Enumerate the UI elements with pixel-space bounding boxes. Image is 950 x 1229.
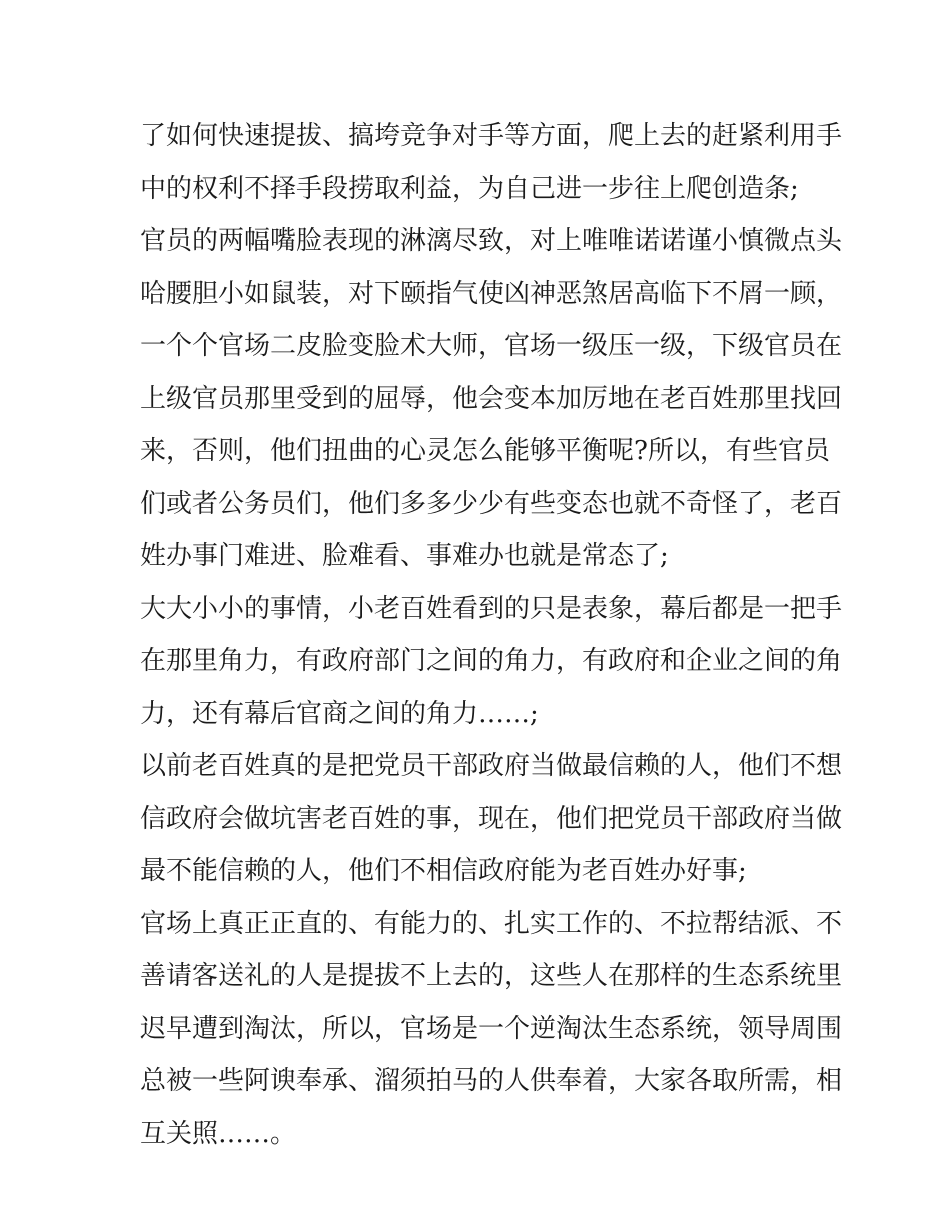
text-line: 迟早遭到淘汰，所以，官场是一个逆淘汰生态系统，领导周围 [140,1013,843,1044]
text-line: 互关照……。 [140,1118,297,1149]
body-text [140,110,843,1160]
text-line: 最不能信赖的人，他们不相信政府能为老百姓办好事; [140,856,747,886]
text-line: 们或者公务员们，他们多多少少有些变态也就不奇怪了，老百 [140,488,843,519]
text-line: 来，否则，他们扭曲的心灵怎么能够平衡呢?所以，有些官员 [140,436,830,466]
text-line: 总被一些阿谀奉承、溜须拍马的人供奉着，大家各取所需，相 [140,1066,843,1096]
text-line: 信政府会做坑害老百姓的事，现在，他们把党员干部政府当做 [140,803,843,834]
text-line: 在那里角力，有政府部门之间的角力，有政府和企业之间的角 [140,646,843,676]
text-line: 善请客送礼的人是提拔不上去的，这些人在那样的生态系统里 [140,961,843,991]
text-line: 大大小小的事情，小老百姓看到的只是表象，幕后都是一把手 [140,593,843,624]
text-line: 官场上真正正直的、有能力的、扎实工作的、不拉帮结派、不 [140,908,843,939]
text-line: 姓办事门难进、脸难看、事难办也就是常态了; [140,541,669,571]
text-line: 官员的两幅嘴脸表现的淋漓尽致，对上唯唯诺诺谨小慎微点头 [140,226,843,256]
text-line: 哈腰胆小如鼠装，对下颐指气使凶神恶煞居高临下不屑一顾， [140,278,843,309]
text-line: 了如何快速提拔、搞垮竞争对手等方面，爬上去的赶紧利用手 [140,121,843,151]
text-line: 上级官员那里受到的屈辱，他会变本加厉地在老百姓那里找回 [140,383,843,414]
text-line: 一个个官场二皮脸变脸术大师，官场一级压一级，下级官员在 [140,331,843,361]
text-line: 以前老百姓真的是把党员干部政府当做最信赖的人，他们不想 [140,751,843,781]
text-line: 力，还有幕后官商之间的角力……; [140,698,539,729]
text-line: 中的权利不择手段捞取利益，为自己进一步往上爬创造条; [140,173,799,204]
